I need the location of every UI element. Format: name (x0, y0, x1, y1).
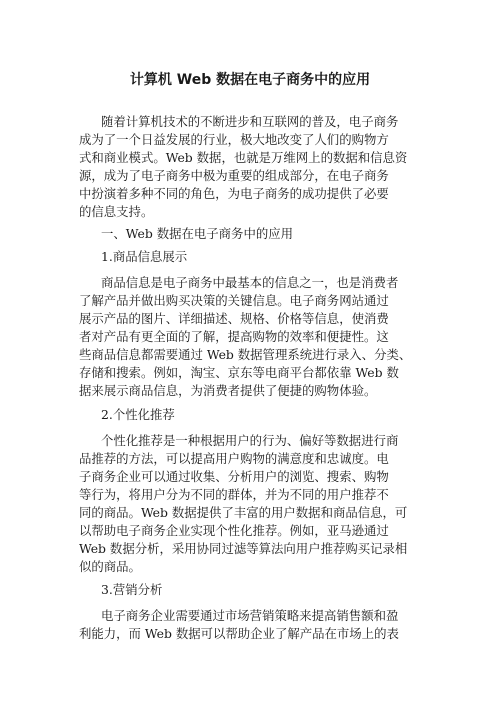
paragraph-line: 的信息支持。 (79, 204, 154, 219)
paragraph-line: 据来展示商品信息，为消费者提供了便捷的购物体验。 (79, 383, 377, 398)
paragraph-line: 利能力，而 Web 数据可以帮助企业了解产品在市场上的表 (79, 626, 399, 641)
paragraph-line: 式和商业模式。Web 数据，也就是万维网上的数据和信息资 (79, 150, 408, 165)
paragraph-line: 商品信息是电子商务中最基本的信息之一，也是消费者 (101, 275, 399, 290)
subsection-heading: 2.个性化推荐 (101, 407, 175, 422)
paragraph-line: 成为了一个日益发展的行业，极大地改变了人们的购物方 (79, 132, 389, 147)
document-title: 计算机 Web 数据在电子商务中的应用 (129, 72, 371, 88)
section-heading: 一、Web 数据在电子商务中的应用 (101, 226, 294, 241)
paragraph-line: 随着计算机技术的不断进步和互联网的普及，电子商务 (101, 114, 399, 129)
paragraph-line: 中扮演着多种不同的角色，为电子商务的成功提供了必要 (79, 186, 389, 201)
paragraph-line: 电子商务企业需要通过市场营销策略来提高销售额和盈 (101, 608, 399, 623)
paragraph-line: 者对产品有更全面的了解，提高购物的效率和便捷性。这 (79, 329, 389, 344)
paragraph-line: 品推荐的方法，可以提高用户购物的满意度和忠诚度。电 (79, 451, 389, 466)
paragraph-line: 个性化推荐是一种根据用户的行为、偏好等数据进行商 (101, 433, 399, 448)
paragraph-line: 似的商品。 (79, 559, 141, 574)
paragraph-line: 以帮助电子商务企业实现个性化推荐。例如，亚马逊通过 (79, 523, 389, 538)
paragraph-line: 子商务企业可以通过收集、分析用户的浏览、搜索、购物 (79, 469, 389, 484)
paragraph-line: 存储和搜索。例如，淘宝、京东等电商平台都依靠 Web 数 (79, 365, 399, 380)
paragraph-line: 了解产品并做出购买决策的关键信息。电子商务网站通过 (79, 293, 389, 308)
subsection-heading: 1.商品信息展示 (101, 249, 188, 264)
paragraph-line: 展示产品的图片、详细描述、规格、价格等信息，使消费 (79, 311, 389, 326)
paragraph-line: Web 数据分析，采用协同过滤等算法向用户推荐购买记录相 (79, 541, 408, 556)
paragraph-line: 等行为，将用户分为不同的群体，并为不同的用户推荐不 (79, 487, 389, 502)
paragraph-line: 同的商品。Web 数据提供了丰富的用户数据和商品信息，可 (79, 505, 408, 520)
paragraph-line: 些商品信息都需要通过 Web 数据管理系统进行录入、分类、 (79, 347, 412, 362)
paragraph-line: 源，成为了电子商务中极为重要的组成部分，在电子商务 (79, 168, 389, 183)
subsection-heading: 3.营销分析 (101, 582, 163, 597)
